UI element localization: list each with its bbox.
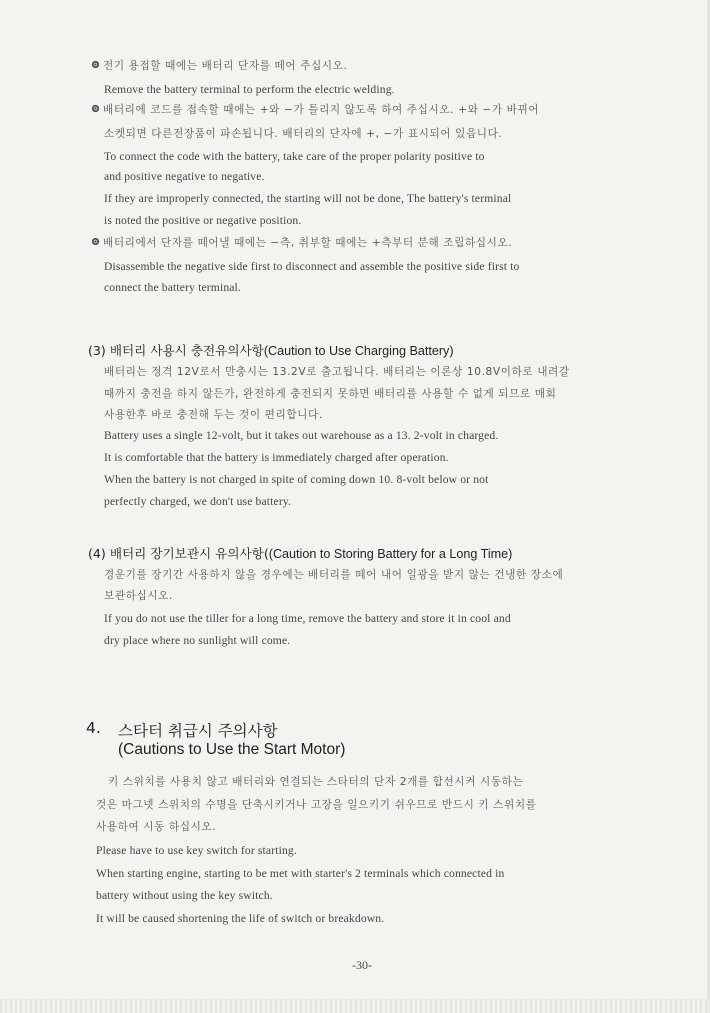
bullet-polarity-en-4: is noted the positive or negative position.	[104, 214, 302, 227]
chapter-4-ko-2: 것은 마그넷 스위치의 수명을 단축시키거나 고장을 일으키기 쉬우므로 반드시 키 스위치를	[96, 799, 537, 811]
section-3-heading	[88, 340, 454, 359]
bullet-icon	[92, 238, 99, 245]
bullet-polarity-ko-2: 소켓되면 다른전장품이 파손됩니다. 배터리의 단자에 +, −가 표시되어 있읍니다.	[104, 128, 503, 140]
bullet-polarity-en-3: If they are improperly connected, the starting will not be done, The battery's terminal	[104, 192, 512, 205]
chapter-4-en-4: It will be caused shortening the life of switch or breakdown.	[96, 912, 385, 925]
section-4-heading-ko: (4) 배터리 장기보관시 유의사항(	[88, 546, 269, 561]
bullet-disassemble-en-2: connect the battery terminal.	[104, 281, 241, 294]
bullet-disassemble-ko	[92, 236, 512, 250]
chapter-4-en-3: battery without using the key switch.	[96, 889, 273, 902]
chapter-4-en-2: When starting engine, starting to be met with starter's 2 terminals which connected in	[96, 867, 505, 880]
bullet-text: 배터리에 코드를 접속할 때에는 +와 −가 틀리지 않도록 하여 주십시오. +와 −가 바뀌어	[103, 104, 540, 116]
section-3-en-3: When the battery is not charged in spite of coming down 10. 8-volt below or not	[104, 473, 489, 486]
bullet-icon	[92, 105, 99, 112]
chapter-4-en-1: Please have to use key switch for starting.	[96, 844, 297, 857]
chapter-4-number: 4.	[86, 719, 101, 737]
section-3-ko-2: 때까지 충전을 하지 않든가, 완전하게 충전되지 못하면 배터리를 사용할 수 없게 되므로 매회	[104, 388, 557, 400]
section-3-ko-3: 사용한후 바로 충전해 두는 것이 편리합니다.	[104, 409, 323, 421]
section-4-ko-2: 보관하십시오.	[104, 590, 173, 602]
section-4-heading	[88, 543, 512, 562]
bullet-welding-en: Remove the battery terminal to perform the electric welding.	[104, 83, 395, 96]
bullet-text: 전기 용접할 때에는 배터리 단자를 떼어 주십시오.	[103, 60, 348, 72]
section-3-en-1: Battery uses a single 12-volt, but it takes out warehouse as a 13. 2-volt in charged.	[104, 429, 499, 442]
scan-bottom-strip	[0, 999, 710, 1013]
chapter-4-ko-3: 사용하여 시동 하십시오.	[96, 821, 217, 833]
section-4-ko-1: 경운기를 장기간 사용하지 않을 경우에는 배터리를 떼어 내어 일광을 받지 않는 건냉한 장소에	[104, 569, 564, 581]
page-number: -30-	[352, 958, 372, 972]
section-3-ko-1: 배터리는 정격 12V로서 만충시는 13.2V로 출고됩니다. 배터리는 이론상 10.8V이하로 내려갈	[104, 366, 570, 378]
chapter-4-title-ko: 스타터 취급시 주의사항	[118, 722, 278, 740]
section-4-heading-en: (Caution to Storing Battery for a Long Time)	[268, 547, 513, 561]
bullet-polarity-ko-1	[92, 103, 539, 117]
section-4-en-1: If you do not use the tiller for a long time, remove the battery and store it in cool and	[104, 612, 511, 625]
bullet-polarity-en-1: To connect the code with the battery, take care of the proper polarity positive to	[104, 150, 485, 163]
bullet-polarity-en-2: and positive negative to negative.	[104, 170, 265, 183]
section-3-en-2: It is comfortable that the battery is immediately charged after operation.	[104, 451, 449, 464]
bullet-disassemble-en-1: Disassemble the negative side first to disconnect and assemble the positive side first to	[104, 260, 520, 273]
section-3-heading-ko: (3) 배터리 사용시 충전유의사항	[88, 343, 264, 358]
section-4-en-2: dry place where no sunlight will come.	[104, 634, 291, 647]
bullet-icon	[92, 61, 99, 68]
bullet-text: 배터리에서 단자를 떼어낼 때에는 −측, 취부할 때에는 +측부터 분해 조립하십시오.	[103, 237, 513, 249]
chapter-4-title-en: (Cautions to Use the Start Motor)	[118, 741, 346, 758]
section-3-en-4: perfectly charged, we don't use battery.	[104, 495, 292, 508]
bullet-welding-ko	[92, 59, 347, 73]
chapter-4-ko-1: 키 스위치를 사용치 않고 배터리와 연결되는 스타터의 단자 2개를 합선시켜 시동하는	[108, 776, 524, 788]
section-3-heading-en: (Caution to Use Charging Battery)	[263, 344, 454, 358]
